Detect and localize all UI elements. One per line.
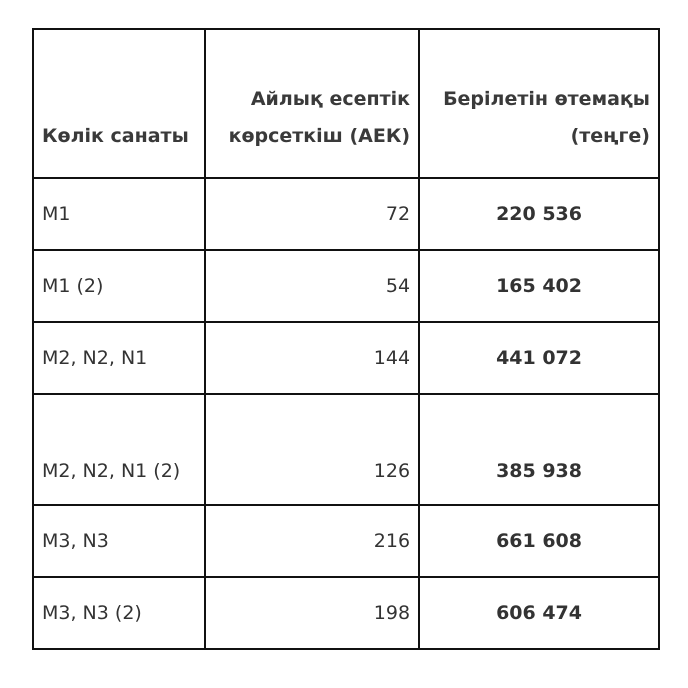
table-row [33, 394, 659, 505]
mci-cell: 198 [205, 577, 419, 649]
vehicle-category-cell: M1 (2) [33, 250, 205, 322]
mci-cell: 126 [205, 394, 419, 505]
compensation-cell: 385 938 [419, 394, 659, 505]
table-header-row [33, 29, 659, 178]
vehicle-category-cell: M2, N2, N1 [33, 322, 205, 394]
table-row [33, 250, 659, 322]
table-row [33, 178, 659, 250]
mci-cell: 216 [205, 505, 419, 577]
table-row [33, 505, 659, 577]
vehicle-category-cell: M2, N2, N1 (2) [33, 394, 205, 505]
mci-cell: 144 [205, 322, 419, 394]
mci-cell: 54 [205, 250, 419, 322]
compensation-cell: 441 072 [419, 322, 659, 394]
mci-cell: 72 [205, 178, 419, 250]
table-row [33, 322, 659, 394]
compensation-cell: 220 536 [419, 178, 659, 250]
header-monthly-calculation-index: Айлық есептік көрсеткіш (АЕК) [205, 29, 419, 178]
vehicle-category-cell: M3, N3 [33, 505, 205, 577]
header-vehicle-category: Көлік санаты [33, 29, 205, 178]
header-compensation-amount: Берілетін өтемақы (теңге) [419, 29, 659, 178]
table-row [33, 577, 659, 649]
compensation-table [32, 28, 660, 650]
vehicle-category-cell: M3, N3 (2) [33, 577, 205, 649]
compensation-cell: 606 474 [419, 577, 659, 649]
compensation-cell: 165 402 [419, 250, 659, 322]
compensation-cell: 661 608 [419, 505, 659, 577]
vehicle-category-cell: M1 [33, 178, 205, 250]
